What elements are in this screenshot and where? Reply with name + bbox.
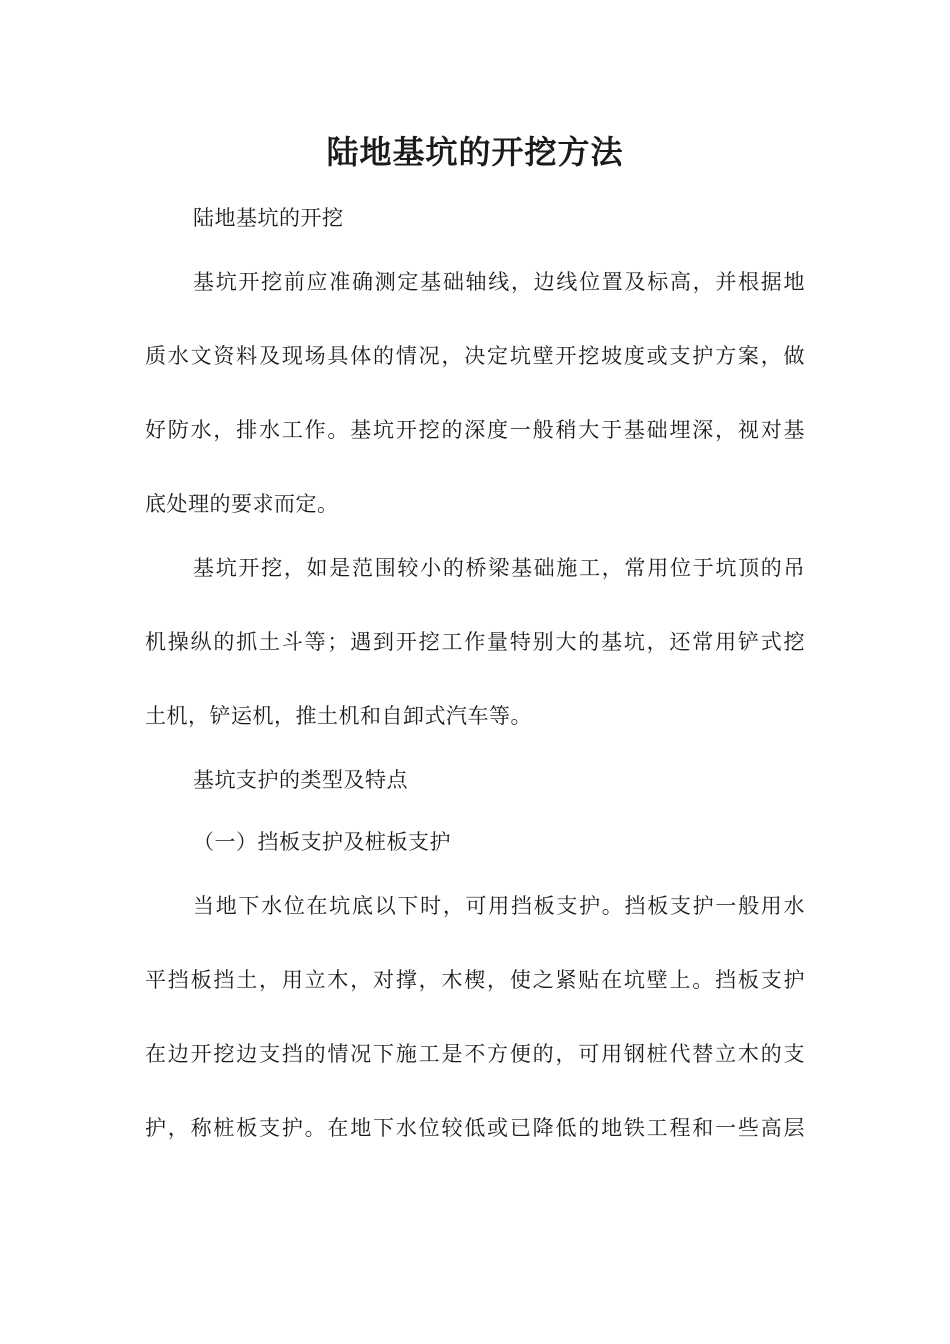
paragraph-line: 土机，铲运机，推土机和自卸式汽车等。	[145, 704, 532, 728]
paragraph-line: 平挡板挡土，用立木，对撑，木楔，使之紧贴在坑壁上。挡板支护	[145, 968, 805, 992]
paragraph-line: 好防水，排水工作。基坑开挖的深度一般稍大于基础埋深，视对基	[145, 418, 805, 442]
paragraph-line: 基坑开挖，如是范围较小的桥梁基础施工，常用位于坑顶的吊	[193, 556, 805, 580]
paragraph-line: 护，称桩板支护。在地下水位较低或已降低的地铁工程和一些高层	[145, 1116, 805, 1140]
paragraph-line: 基坑开挖前应准确测定基础轴线，边线位置及标高，并根据地	[193, 270, 805, 294]
section-heading-excavation: 陆地基坑的开挖	[193, 206, 344, 230]
subsection-heading-baffle-support: （一）挡板支护及桩板支护	[193, 830, 451, 854]
paragraph-line: 当地下水位在坑底以下时，可用挡板支护。挡板支护一般用水	[193, 894, 805, 918]
paragraph-line: 质水文资料及现场具体的情况，决定坑壁开挖坡度或支护方案，做	[145, 344, 805, 368]
paragraph-line: 机操纵的抓土斗等；遇到开挖工作量特别大的基坑，还常用铲式挖	[145, 630, 805, 654]
paragraph-line: 底处理的要求而定。	[145, 492, 339, 516]
paragraph-line: 在边开挖边支挡的情况下施工是不方便的，可用钢桩代替立木的支	[145, 1042, 805, 1066]
document-title: 陆地基坑的开挖方法	[326, 133, 624, 171]
section-heading-support-types: 基坑支护的类型及特点	[193, 768, 408, 792]
